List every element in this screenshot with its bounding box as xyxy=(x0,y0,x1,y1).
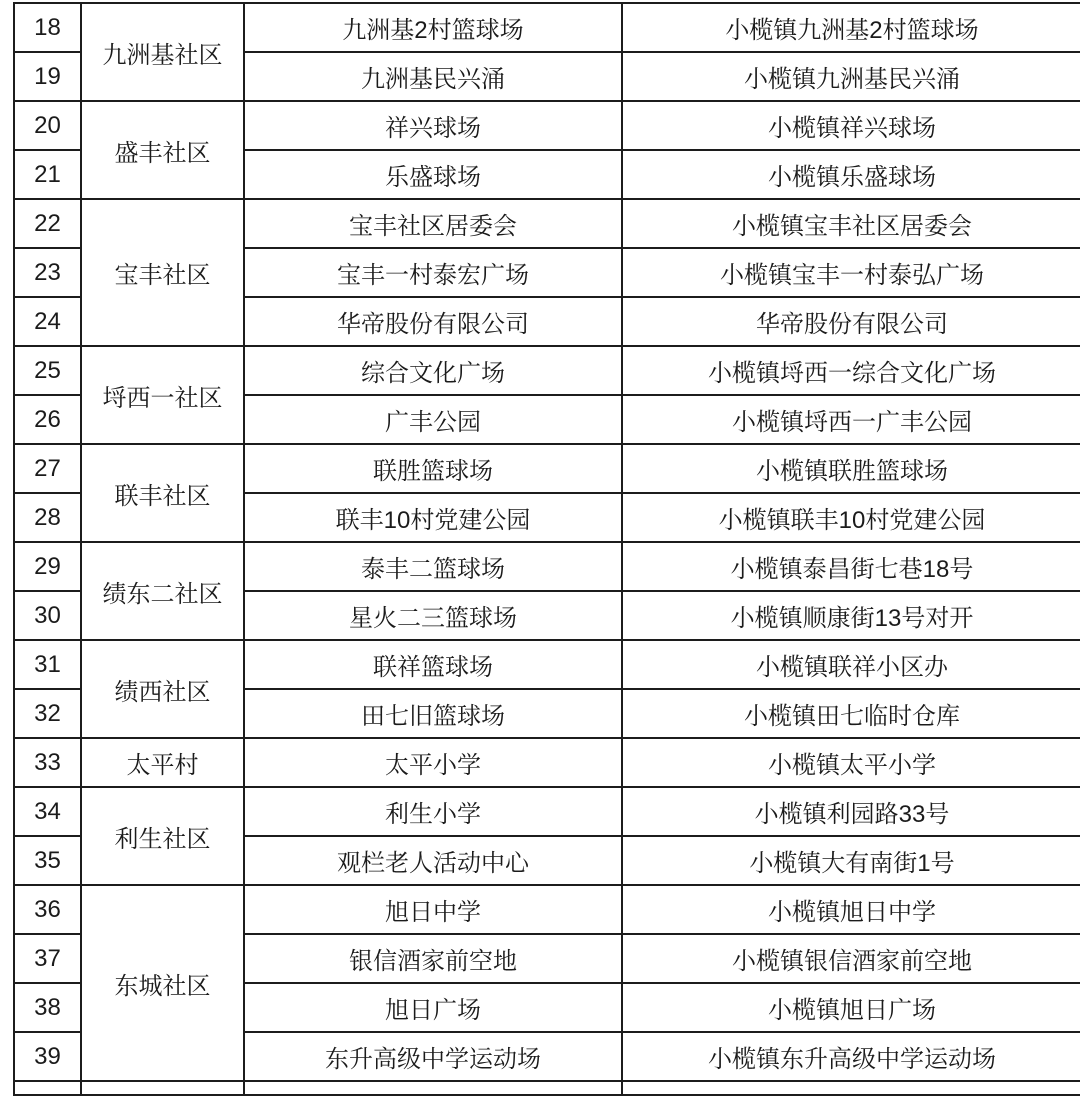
venue-name-cell: 利生小学 xyxy=(244,787,622,836)
community-cell: 绩西社区 xyxy=(81,640,244,738)
address-cell: 小榄镇宝丰社区居委会 xyxy=(622,199,1080,248)
address-cell: 小榄镇九洲基民兴涌 xyxy=(622,52,1080,101)
address-cell: 小榄镇乐盛球场 xyxy=(622,150,1080,199)
row-number-cell: 29 xyxy=(14,542,81,591)
venue-name-cell: 联丰10村党建公园 xyxy=(244,493,622,542)
table-row xyxy=(14,640,1080,689)
table-row xyxy=(14,787,1080,836)
address-cell: 小榄镇东升高级中学运动场 xyxy=(622,1032,1080,1081)
venue-name-cell: 宝丰社区居委会 xyxy=(244,199,622,248)
empty-cell xyxy=(81,1081,244,1095)
venue-name-cell: 旭日中学 xyxy=(244,885,622,934)
venue-name-cell: 联祥篮球场 xyxy=(244,640,622,689)
row-number-cell: 20 xyxy=(14,101,81,150)
row-number-cell: 23 xyxy=(14,248,81,297)
venue-name-cell: 东升高级中学运动场 xyxy=(244,1032,622,1081)
row-number-cell: 38 xyxy=(14,983,81,1032)
address-cell: 小榄镇祥兴球场 xyxy=(622,101,1080,150)
community-cell: 太平村 xyxy=(81,738,244,787)
empty-cell xyxy=(14,1081,81,1095)
row-number-cell: 30 xyxy=(14,591,81,640)
row-number-cell: 25 xyxy=(14,346,81,395)
address-cell: 华帝股份有限公司 xyxy=(622,297,1080,346)
address-cell: 小榄镇顺康街13号对开 xyxy=(622,591,1080,640)
address-cell: 小榄镇旭日中学 xyxy=(622,885,1080,934)
table-row xyxy=(14,199,1080,248)
community-cell: 九洲基社区 xyxy=(81,3,244,101)
address-cell: 小榄镇利园路33号 xyxy=(622,787,1080,836)
community-cell: 埒西一社区 xyxy=(81,346,244,444)
row-number-cell: 35 xyxy=(14,836,81,885)
community-cell: 联丰社区 xyxy=(81,444,244,542)
address-cell: 小榄镇九洲基2村篮球场 xyxy=(622,3,1080,52)
row-number-cell: 26 xyxy=(14,395,81,444)
row-number-cell: 32 xyxy=(14,689,81,738)
venue-name-cell: 华帝股份有限公司 xyxy=(244,297,622,346)
community-cell: 宝丰社区 xyxy=(81,199,244,346)
table-row xyxy=(14,101,1080,150)
community-cell: 东城社区 xyxy=(81,885,244,1081)
row-number-cell: 36 xyxy=(14,885,81,934)
venue-name-cell: 泰丰二篮球场 xyxy=(244,542,622,591)
table-row xyxy=(14,3,1080,52)
table-row xyxy=(14,444,1080,493)
venue-name-cell: 星火二三篮球场 xyxy=(244,591,622,640)
venue-name-cell: 九洲基2村篮球场 xyxy=(244,3,622,52)
row-number-cell: 33 xyxy=(14,738,81,787)
table-row xyxy=(14,542,1080,591)
venue-name-cell: 乐盛球场 xyxy=(244,150,622,199)
venue-name-cell: 宝丰一村泰宏广场 xyxy=(244,248,622,297)
partial-next-row xyxy=(14,1081,1080,1095)
address-cell: 小榄镇埒西一广丰公园 xyxy=(622,395,1080,444)
row-number-cell: 37 xyxy=(14,934,81,983)
address-cell: 小榄镇联胜篮球场 xyxy=(622,444,1080,493)
table-row xyxy=(14,885,1080,934)
empty-cell xyxy=(244,1081,622,1095)
venue-name-cell: 田七旧篮球场 xyxy=(244,689,622,738)
address-cell: 小榄镇联祥小区办 xyxy=(622,640,1080,689)
row-number-cell: 28 xyxy=(14,493,81,542)
address-cell: 小榄镇泰昌街七巷18号 xyxy=(622,542,1080,591)
row-number-cell: 19 xyxy=(14,52,81,101)
venue-name-cell: 祥兴球场 xyxy=(244,101,622,150)
venue-name-cell: 观栏老人活动中心 xyxy=(244,836,622,885)
table-row xyxy=(14,346,1080,395)
row-number-cell: 39 xyxy=(14,1032,81,1081)
venue-name-cell: 旭日广场 xyxy=(244,983,622,1032)
row-number-cell: 31 xyxy=(14,640,81,689)
address-cell: 小榄镇联丰10村党建公园 xyxy=(622,493,1080,542)
address-cell: 小榄镇埒西一综合文化广场 xyxy=(622,346,1080,395)
row-number-cell: 27 xyxy=(14,444,81,493)
address-cell: 小榄镇太平小学 xyxy=(622,738,1080,787)
row-number-cell: 22 xyxy=(14,199,81,248)
venues-table xyxy=(13,2,1080,1096)
venue-name-cell: 综合文化广场 xyxy=(244,346,622,395)
venue-name-cell: 广丰公园 xyxy=(244,395,622,444)
row-number-cell: 21 xyxy=(14,150,81,199)
address-cell: 小榄镇银信酒家前空地 xyxy=(622,934,1080,983)
row-number-cell: 34 xyxy=(14,787,81,836)
venue-name-cell: 联胜篮球场 xyxy=(244,444,622,493)
community-cell: 盛丰社区 xyxy=(81,101,244,199)
community-cell: 绩东二社区 xyxy=(81,542,244,640)
row-number-cell: 18 xyxy=(14,3,81,52)
empty-cell xyxy=(622,1081,1080,1095)
address-cell: 小榄镇宝丰一村泰弘广场 xyxy=(622,248,1080,297)
venue-name-cell: 九洲基民兴涌 xyxy=(244,52,622,101)
venue-name-cell: 银信酒家前空地 xyxy=(244,934,622,983)
venue-name-cell: 太平小学 xyxy=(244,738,622,787)
community-cell: 利生社区 xyxy=(81,787,244,885)
row-number-cell: 24 xyxy=(14,297,81,346)
address-cell: 小榄镇大有南街1号 xyxy=(622,836,1080,885)
table-row xyxy=(14,738,1080,787)
address-cell: 小榄镇田七临时仓库 xyxy=(622,689,1080,738)
address-cell: 小榄镇旭日广场 xyxy=(622,983,1080,1032)
